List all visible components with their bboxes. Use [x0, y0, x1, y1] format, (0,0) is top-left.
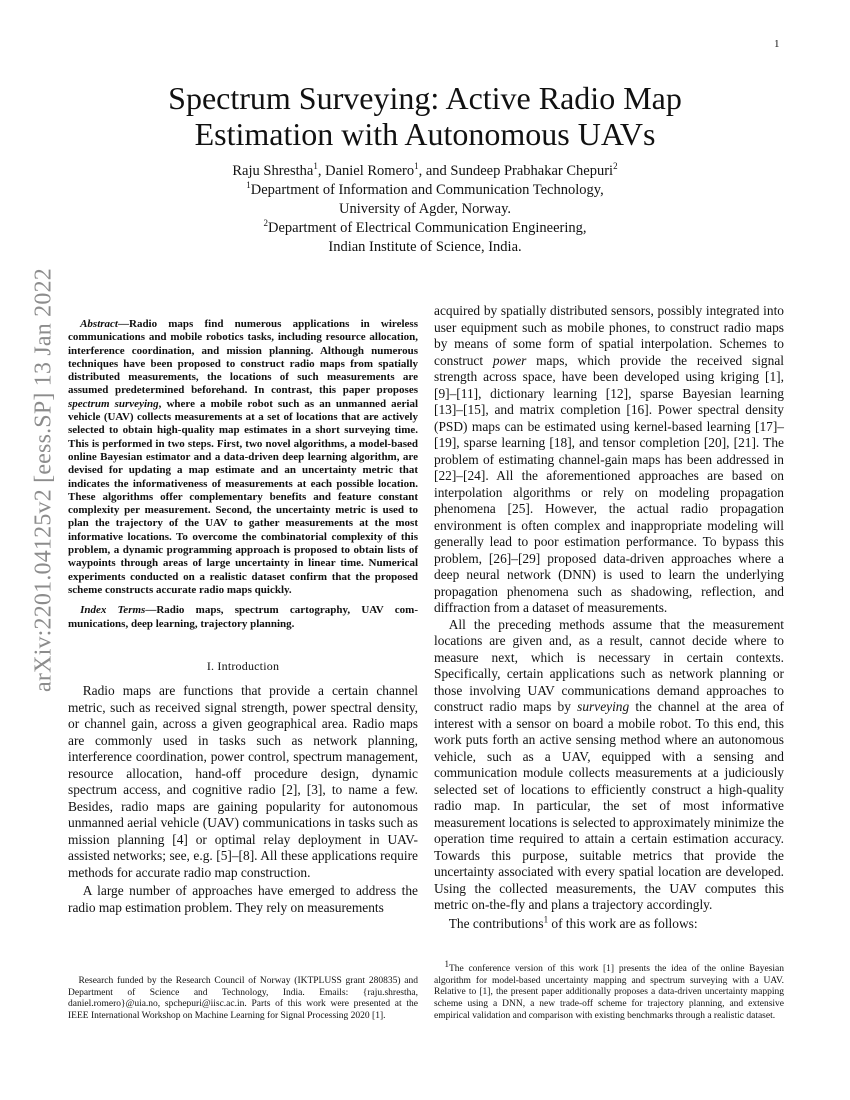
- affiliation-marker: 1: [246, 180, 251, 191]
- intro-paragraph-2: A large number of approaches have emerged to address the radio map estimation problem. They rely on measurements: [68, 883, 418, 915]
- author-block: [0, 162, 850, 257]
- abstract-emphasis: spectrum surveying: [68, 397, 159, 410]
- section-heading-introduction: I. Introduction: [206, 658, 280, 673]
- affiliation-2-line-2: Indian Institute of Science, India.: [328, 239, 522, 255]
- right-column: [434, 303, 784, 932]
- author-list: [0, 162, 850, 181]
- abstract: Abstract—Radio maps find numerous applications in wireless communications and mobile robotics tasks, including resource allocation, interference coordination, and mission planning. Although numerous techniques have been proposed to construct radio maps from spatially distributed measurements, the locations of such measurements are assumed predetermined beforehand. In contrast, this paper proposes spectrum surveying, where a mobile robot such as an unmanned aerial vehicle (UAV) collects measurements at a set of locations that are actively selected to obtain high-quality map estimates in a short surveying time. This is performed in two steps. First, two novel algorithms, a model-based online Bayesian estimator and a data-driven deep learning algorithm, are devised for updating a map estimate and an uncertainty metric that indicates the informativeness of measurements at each possible location. These algorithms offer complementary benefits and feature constant complexity per measurement. Second, the uncertainty metric is used to plan the trajectory of the UAV to gather measurements at the most informative locations. To overcome the combinatorial complexity of this problem, a dynamic programming approach is proposed to obtain lists of waypoints through areas of large uncertainty in linear time. Numerical experiments conducted on a realistic dataset confirm that the proposed scheme constructs accurate radio maps quickly.: [68, 318, 418, 596]
- page-number: 1: [774, 38, 780, 50]
- index-terms-label: Index Terms: [80, 604, 146, 617]
- right-paragraph-3: The contributions$^1$ of this work are as follows:: [448, 914, 698, 931]
- intro-paragraph-1: Radio maps are functions that provide a certain channel metric, such as received signal strength, power spectral density, or channel gain, across a given geographical area. Radio maps are commonly used in tasks such as network planning, interference coordination, power control, spectrum management, resource allocation, hand-off procedure design, dynamic spectrum access, and cognitive radio [2], [3], to name a few. Besides, radio maps are gaining popularity for autonomous unmanned aerial vehicle (UAV) communications in tasks such as mission planning [4] or optimal relay deployment in UAV-assisted networks; see, e.g. [5]–[8]. All these applications require methods for accurate radio map construction.: [68, 683, 418, 880]
- title-line-1: Spectrum Surveying: Active Radio Map: [168, 80, 682, 116]
- footnote-marker[interactable]: 1: [543, 914, 549, 925]
- author-separator: , and: [418, 163, 451, 179]
- footnote-rule: [434, 958, 784, 959]
- affiliation-2-line-1: $^2$Department of Electrical Communication Engineering,: [263, 218, 587, 236]
- author-name: Sundeep Prabhakar Chepuri: [450, 163, 614, 179]
- affiliation-marker: 1: [313, 161, 318, 172]
- right-paragraph-2: All the preceding methods assume that the measurement locations are given and, as a result, cannot decide where to measure next, which is necessary in certain contexts. Specifically, certain applications such as network planning or those involving UAV communications demand approaches to construct radio maps by surveying the channel at the area of interest with a sensor on board a mobile robot. To this end, this work puts forth an active sensing method where an autonomous vehicle, such as a UAV, equipped with a sensing and communication module collects measurements at a judiciously selected set of locations to efficiently construct a high-quality radio map. In particular, the set of most informative measurement locations is selected to approximately minimize the operation time required to attain a certain estimation accuracy. Towards this purpose, suitable metrics that provide the uncertainty associated with every spatial location are developed. Using the collected measurements, the UAV computes this metric on-the-fly and plans a trajectory accordingly.: [434, 616, 784, 912]
- title-line-2: Estimation with Autonomous UAVs: [194, 116, 656, 152]
- arxiv-identifier-stamp[interactable]: arXiv:2201.04125v2 [eess.SP] 13 Jan 2022: [30, 268, 57, 692]
- index-terms: Index Terms—Radio maps, spectrum cartography, UAV communications, deep learning, trajectory planning.: [68, 604, 418, 630]
- right-paragraph-1: acquired by spatially distributed sensors, possibly integrated into user equipment such as mobile phones, to construct radio maps by means of some form of spatial interpolation. Schemes to construct power maps, which provide the received signal strength across space, have been developed using kriging [1], [9]–[11], dictionary learning [12], sparse Bayesian learning [13]–[15], and matrix completion [16]. Power spectral density (PSD) maps can be estimated using kernel-based learning [17]–[19], sparse learning [18], and tensor completion [20], [21]. The problem of estimating channel-gain maps has been addressed in [22]–[24]. All the aforementioned approaches are based on interpolation algorithms or rely on modeling propagation phenomena [25]. However, the actual radio propagation environment is often complex and inappropriate modeling will generally lead to poor estimation performance. To bypass this problem, [26]–[29] proposed data-driven approaches where a deep neural network (DNN) is used to learn the underlying propagation phenomena such as shadowing, reflection, and diffraction from a dataset of measurements.: [434, 303, 784, 615]
- footnote-marker: 1: [444, 959, 449, 969]
- abstract-label: Abstract: [80, 318, 118, 330]
- paper-title: [0, 80, 850, 152]
- footnote-1: $^1$The conference version of this work [1] presents the idea of the online Bayesian algorithm for model-based uncertainty mapping and spectrum surveying with a UAV. Relative to [1], the present paper additionally proposes a data-driven uncertainty mapping scheme using a DNN, a new trade-off scheme for trajectory planning, and extensive empirical validation and comparison with existing benchmarks through a realistic dataset.: [434, 959, 784, 1021]
- author-separator: ,: [317, 163, 326, 179]
- affiliation-1-line-2: University of Agder, Norway.: [338, 201, 512, 217]
- left-column: [68, 318, 418, 916]
- footnote-funding: Research funded by the Research Council of Norway (IKTPLUSS grant 280835) and Department of Science and Technology, India. Emails: {raju.shrestha, daniel.romero}@uia.no, spchepuri@iisc.ac.in. Parts of this work were presented at the IEEE International Workshop on Machine Learning for Signal Processing 2020 [1].: [68, 976, 418, 1021]
- author-name: Daniel Romero: [325, 163, 415, 179]
- affiliation-marker: 2: [613, 161, 618, 172]
- affiliation-1-line-1: $^1$Department of Information and Communication Technology,: [246, 180, 604, 198]
- affiliation-marker: 1: [414, 161, 419, 172]
- affiliation-marker: 2: [263, 218, 268, 229]
- author-name: Raju Shrestha: [232, 163, 314, 179]
